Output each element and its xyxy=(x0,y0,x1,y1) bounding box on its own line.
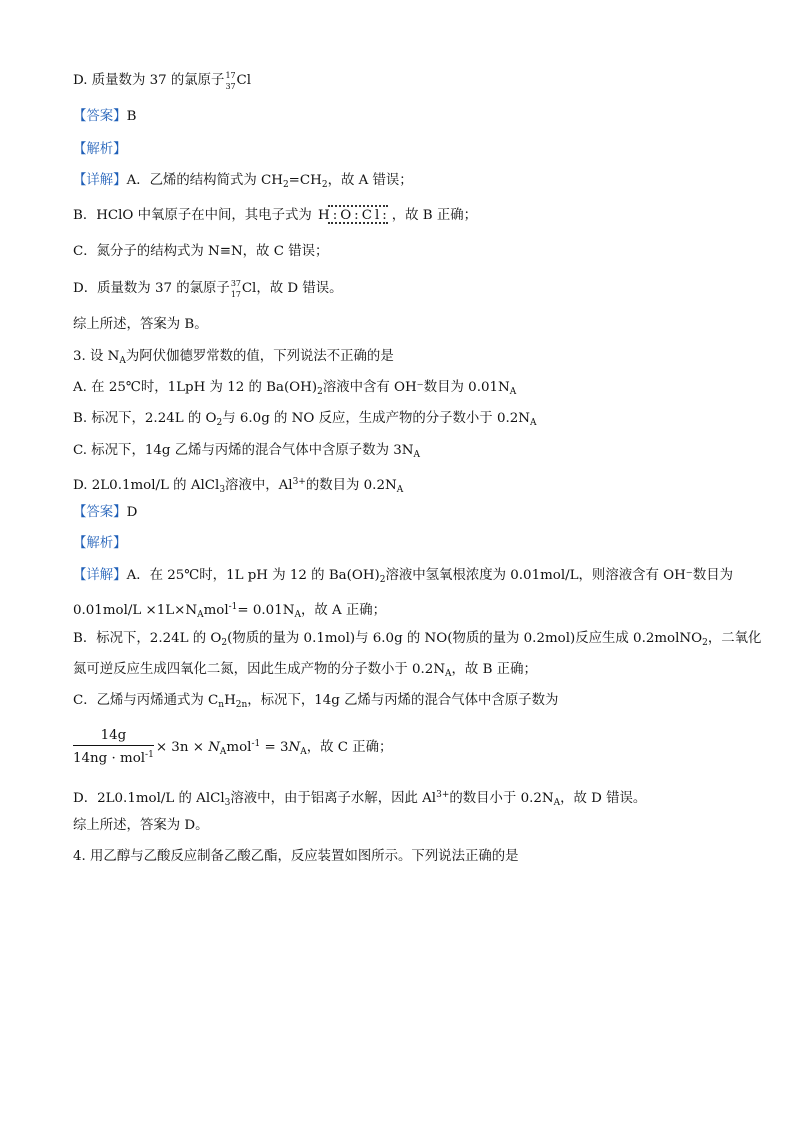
question-3: 3. 设 $N_A$为阿伏伽德罗常数的值，下列说法不正确的是 xyxy=(73,349,394,366)
lewis-structure: H:O:Cl: xyxy=(316,207,392,225)
detail-c-line: C．氮分子的结构式为 N≡N，故 C 错误； xyxy=(73,244,329,259)
question-4: 4. 用乙醇与乙酸反应制备乙酸乙酯，反应装置如图所示。下列说法正确的是 xyxy=(73,849,519,864)
detail-3c-line1: C．乙烯与丙烯通式为 $C_nH_{2n}$，标况下，14g 乙烯与丙烯的混合气体中含原子数为 xyxy=(73,693,559,710)
question-3-option-b: B. 标况下，2.24L 的 $O_2$与 6.0g 的 NO 反应，生成产物的分子数小于 $0.2N_A$ xyxy=(73,411,537,428)
detail-3b-line2: 氮可逆反应生成四氧化二氮，因此生成产物的分子数小于 $0.2N_A$，故 B 正确； xyxy=(73,662,537,679)
detail-3d-line: D．2L0.1mol/L 的 AlCl$_3$溶液中，由于铝离子水解，因此 $Al^{3+}$的数目小于 $0.2N_A$，故 D 错误。 xyxy=(73,790,647,808)
formula-line: $\frac{14g}{14ng \cdot mol^{-1}}$ × $3n \times N_Amol^{-1} = 3N_A$，故 C 正确； xyxy=(73,728,393,766)
isotope-symbol: 37 17 xyxy=(230,279,241,299)
isotope-symbol: 17 37 xyxy=(225,71,236,91)
detail-3a-line1: 【详解】A．在 25℃时，1L pH 为 12 的 $Ba(OH)_2$溶液中氢氧根浓度为 0.01mol/L，则溶液含有 OH⁻数目为 xyxy=(73,568,734,585)
option-d-line: D. 质量数为 37 的氯原子 17 37 Cl xyxy=(73,71,251,91)
detail-3b-line1: B．标况下，2.24L 的 $O_2$(物质的量为 0.1mol)与 6.0g 的 NO(物质的量为 0.2mol)反应生成 0.2molNO$_2$，二氧化 xyxy=(73,631,762,648)
detail-b-line: B．HClO 中氧原子在中间，其电子式为 H:O:Cl: ，故 B 正确； xyxy=(73,207,477,225)
detail-3a-line2: $0.01mol/L \times 1L\times N_Amol^{-1}= 0.01N_A$，故 A 正确； xyxy=(73,602,387,620)
question-3-option-d: D. 2L0.1mol/L 的 AlCl$_3$溶液中，$Al^{3+}$的数目为 $0.2N_A$ xyxy=(73,477,404,495)
analysis-heading: 【解析】 xyxy=(73,536,127,551)
detail-d-line: D．质量数为 37 的氯原子 37 17 Cl，故 D 错误。 xyxy=(73,279,343,299)
detail-a-line: 【详解】A．乙烯的结构简式为 $CH_2=CH_2$，故 A 错误； xyxy=(73,173,413,190)
question-3-option-c: C. 标况下，14g 乙烯与丙烯的混合气体中含原子数为 $3N_A$ xyxy=(73,443,420,460)
answer-line: 【答案】D xyxy=(73,505,138,520)
answer-line: 【答案】B xyxy=(73,109,137,124)
question-3-option-a: A. 在 25℃时，1LpH 为 12 的 $Ba(OH)_2$溶液中含有 OH⁻数目为 $0.01N_A$ xyxy=(73,380,517,397)
fraction: $\frac{14g}{14ng \cdot mol^{-1}}$ xyxy=(73,728,154,766)
summary-line: 综上所述，答案为 D。 xyxy=(73,818,209,833)
summary-line: 综上所述，答案为 B。 xyxy=(73,317,208,332)
analysis-heading: 【解析】 xyxy=(73,142,127,157)
